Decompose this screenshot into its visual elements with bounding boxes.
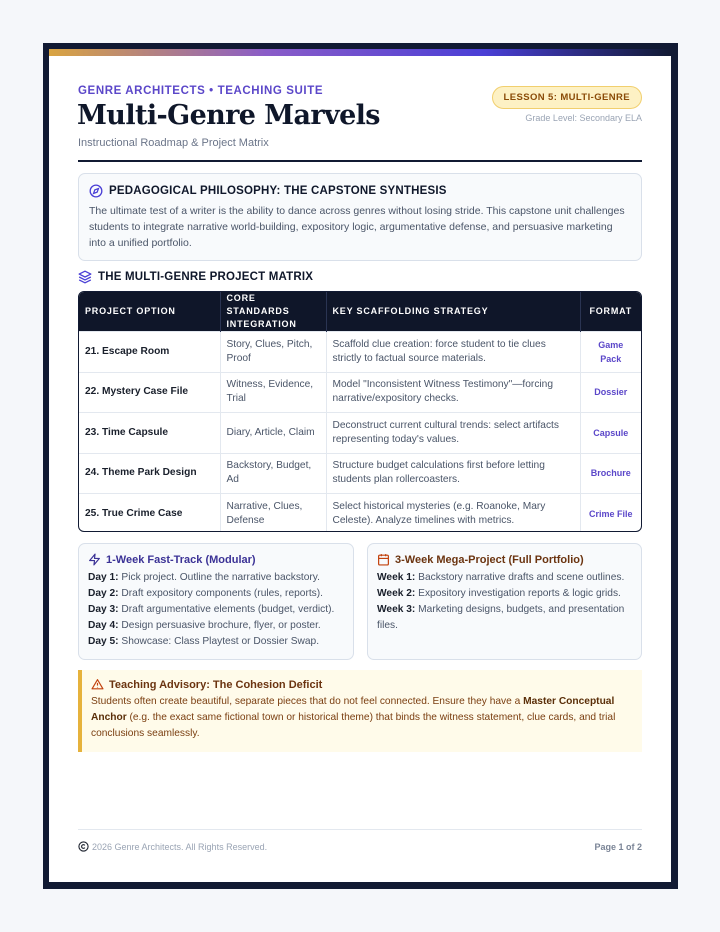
page [49, 56, 671, 882]
week-text: Expository investigation reports & logic grids. [418, 588, 621, 599]
week-label: Week 2: [377, 588, 416, 599]
list-item [377, 570, 632, 586]
column-header-strategy: KEY SCAFFOLDING STRATEGY [326, 292, 580, 332]
project-cell: 22. Mystery Case File [79, 372, 220, 413]
strategy-cell: Structure budget calculations first before letting students plan rollercoasters. [326, 453, 580, 494]
philosophy-box [78, 173, 642, 261]
format-cell: Capsule [580, 413, 641, 454]
standards-cell: Story, Clues, Pitch, Proof [220, 332, 326, 373]
fast-track-heading-row [88, 553, 344, 566]
warning-icon [91, 678, 104, 691]
standards-cell: Narrative, Clues, Defense [220, 494, 326, 533]
format-cell: Dossier [580, 372, 641, 413]
column-header-format: FORMAT [580, 292, 641, 332]
list-item [377, 586, 632, 602]
compass-icon [89, 184, 103, 198]
list-item [88, 570, 344, 586]
day-text: Showcase: Class Playtest or Dossier Swap. [121, 636, 320, 647]
matrix-heading: THE MULTI-GENRE PROJECT MATRIX [98, 271, 314, 283]
calendar-icon [377, 553, 390, 566]
layers-icon [78, 270, 92, 284]
day-text: Draft expository components (rules, reports). [121, 588, 323, 599]
column-header-project: PROJECT OPTION [79, 292, 220, 332]
day-text: Design persuasive brochure, flyer, or poster. [121, 620, 321, 631]
advisory-text-lead: Students often create beautiful, separate pieces that do not feel connected. Ensure they have a [91, 696, 521, 707]
day-label: Day 2: [88, 588, 119, 599]
list-item [88, 634, 344, 650]
day-label: Day 3: [88, 604, 119, 615]
project-cell: 23. Time Capsule [79, 413, 220, 454]
project-cell: 25. True Crime Case [79, 494, 220, 533]
list-item [88, 618, 344, 634]
advisory-text-tail: (e.g. the exact same fictional town or historical theme) that binds the witness statement, clue cards, and trial conclusions seamlessly. [91, 712, 616, 739]
day-text: Pick project. Outline the narrative backstory. [121, 572, 320, 583]
advisory-text [91, 694, 632, 742]
fast-track-list [88, 570, 344, 650]
week-label: Week 3: [377, 604, 416, 615]
advisory-emphasis: Master Conceptual Anchor [91, 696, 615, 723]
strategy-cell: Deconstruct current cultural trends: select artifacts representing today's values. [326, 413, 580, 454]
standards-cell: Diary, Article, Claim [220, 413, 326, 454]
standards-cell: Backstory, Budget, Ad [220, 453, 326, 494]
column-header-standards: CORE STANDARDS INTEGRATION [220, 292, 326, 332]
grade-level: Grade Level: Secondary ELA [525, 113, 642, 123]
advisory-heading: Teaching Advisory: The Cohesion Deficit [109, 678, 323, 691]
project-cell: 21. Escape Room [79, 332, 220, 373]
footer-divider [78, 829, 642, 830]
format-cell: Crime File [580, 494, 641, 533]
table-row [79, 494, 641, 533]
copyright-icon [78, 841, 89, 852]
philosophy-heading-row [89, 184, 631, 198]
table-row [79, 453, 641, 494]
mega-project-heading-row [377, 553, 632, 566]
table-row [79, 413, 641, 454]
list-item [88, 586, 344, 602]
fast-track-heading: 1-Week Fast-Track (Modular) [106, 553, 256, 566]
list-item [88, 602, 344, 618]
table-header-row [79, 292, 641, 332]
week-text: Marketing designs, budgets, and presentation files. [377, 604, 625, 631]
week-label: Week 1: [377, 572, 416, 583]
mega-project-heading: 3-Week Mega-Project (Full Portfolio) [395, 553, 584, 566]
standards-cell: Witness, Evidence, Trial [220, 372, 326, 413]
format-cell: Brochure [580, 453, 641, 494]
lesson-badge: LESSON 5: MULTI-GENRE [492, 86, 642, 109]
header-divider [78, 160, 642, 162]
lightning-icon [88, 553, 101, 566]
strategy-cell: Model "Inconsistent Witness Testimony"—forcing narrative/expository checks. [326, 372, 580, 413]
page-number: Page 1 of 2 [594, 842, 642, 852]
table-row [79, 372, 641, 413]
day-label: Day 1: [88, 572, 119, 583]
matrix-heading-row [78, 270, 313, 284]
teaching-advisory [78, 670, 642, 752]
accent-bar [49, 49, 671, 56]
philosophy-text: The ultimate test of a writer is the ability to dance across genres without losing stride. This capstone unit challenges students to integrate narrative world-building, expository logic, argumentative defense, and persuasive marketing into a unified portfolio. [89, 205, 625, 249]
fast-track-card [78, 543, 354, 660]
project-matrix-table [78, 291, 642, 532]
philosophy-heading: PEDAGOGICAL PHILOSOPHY: THE CAPSTONE SYNTHESIS [109, 185, 447, 197]
page-title: Multi-Genre Marvels [77, 100, 380, 131]
format-cell: Game Pack [580, 332, 641, 373]
day-label: Day 5: [88, 636, 119, 647]
week-text: Backstory narrative drafts and scene outlines. [418, 572, 625, 583]
strategy-cell: Scaffold clue creation: force student to tie clues strictly to factual source materials. [326, 332, 580, 373]
day-label: Day 4: [88, 620, 119, 631]
table-row [79, 332, 641, 373]
footer-copyright: 2026 Genre Architects. All Rights Reserved. [92, 841, 268, 852]
mega-project-card [367, 543, 642, 660]
day-text: Draft argumentative elements (budget, verdict). [121, 604, 335, 615]
footer-copyright-row [78, 841, 267, 852]
strategy-cell: Select historical mysteries (e.g. Roanoke, Mary Celeste). Analyze timelines with metrics. [326, 494, 580, 533]
suite-label: GENRE ARCHITECTS • TEACHING SUITE [78, 85, 324, 97]
project-cell: 24. Theme Park Design [79, 453, 220, 494]
advisory-heading-row [91, 678, 632, 691]
list-item [377, 602, 632, 634]
page-subtitle: Instructional Roadmap & Project Matrix [78, 137, 269, 149]
mega-project-list [377, 570, 632, 634]
